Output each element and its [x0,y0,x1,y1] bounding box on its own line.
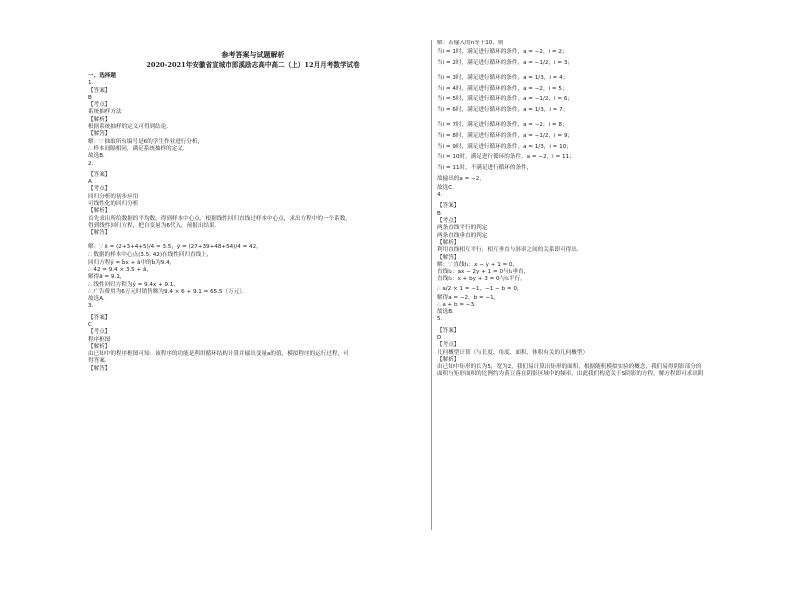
text-line: 回归分析的初步应用 [88,193,139,200]
text-line: 可线性化的回归分析 [88,201,139,208]
section-heading: 一、选择题 [88,73,116,79]
text-line: C [88,322,92,328]
text-line: 当i = 4时，满足进行循环的条件，a = −2，i = 5； [437,85,568,92]
text-line: ∴ 线性回归方程为ŷ = 9.4x + 9.1， [88,281,179,288]
text-line: 直线l₃：x + by + 3 = 0与l₁平行， [437,276,526,283]
text-line: 当i = 10时，满足进行循环的条件，a = −2，i = 11； [437,154,575,161]
text-line: 【考点】 [88,329,111,336]
text-line: 故选B． [437,309,458,316]
text-line: 【考点】 [88,186,111,193]
text-line: 几何概型计算（与长度、角度、面积、体积有关的几何概型） [437,349,589,356]
text-line: 利用直线相互平行、相互垂直与斜率之间的关系即可得出． [437,247,583,254]
text-line: 首先求出所给数据的平均数，得到样本中心点，根据线性回归直线过样本中心点，求出方程中的一个系数， [88,215,351,222]
text-line: 解：∵ 直线l₁：x − y + 1 = 0， [437,261,519,268]
formula-line: 解：∵ x̄ = (2+3+4+5)/4 = 3.5，ȳ = (27+39+48+54)/4 = 42， [88,243,262,250]
text-line: 故选C． [437,184,458,191]
text-line: 1. [88,80,94,87]
text-line: 解：∵ 抽取所有编号是6的学生作业进行分析， [88,138,204,145]
formula-line: ∴ a/2 × 1 = −1，−1 − b = 0， [437,285,523,292]
text-line: ∴ 42 = 9.4 × 3.5 + â， [88,266,152,273]
text-line: 【解答】 [88,131,111,138]
text-line: 3. [88,303,94,310]
column-divider [431,40,432,530]
text-line: ∴ 样本间隔相同，满足系统抽样的定义． [88,145,189,152]
text-line: 解得a = −2，b = −1， [437,294,500,301]
text-line: 【答案】 [88,171,111,178]
text-line: 直线l₂：ax − 2y + 1 = 0与l₁垂直， [437,269,530,276]
text-line: 当i = 7时，满足进行循环的条件，a = −2，i = 8； [437,122,568,129]
text-line: 由已知中的程序框图可知：该程序的功能是利用循环结构计算并输出变量a的值，模拟程序的运行过程，可 [88,351,349,358]
text-line: 【解析】 [88,208,111,215]
text-line: D [437,335,442,341]
text-line: B [437,210,441,217]
text-line: 2. [88,160,94,167]
text-line: 面积与矩形面积的比例约为黄豆落在阴影区域中的频率，由此我们构造关于S阴影的方程，解方程即可求出阴 [437,371,704,378]
text-line: 程序框图 [88,336,111,343]
text-line: 当i = 6时，满足进行循环的条件，a = 1/3，i = 7； [437,107,569,114]
text-line: B [88,94,92,101]
text-line: 【考点】 [437,218,460,225]
text-line: 当i = 2时，满足进行循环的条件，a = −1/2，i = 3； [437,60,573,67]
text-line: 【答案】 [437,203,460,210]
text-line: 由已知中矩形的长为5，宽为2，我们易计算出矩形的面积，根据随机模拟实验的概念，我们易得阴影部分的 [437,364,702,371]
text-line: 解：若输入的n等于10，则 [437,40,504,46]
text-line: 【考点】 [88,102,111,109]
document-title: 参考答案与试题解析 [221,50,285,59]
text-line: 当i = 11时，不满足进行循环的条件， [437,165,533,172]
text-line: 4. [437,192,443,199]
text-line: 解得â = 9.1， [88,274,126,281]
text-line: 【解答】 [88,365,111,372]
text-line: 【考点】 [437,342,460,349]
text-line: 两条直线平行的判定 [437,225,488,232]
text-line: 故选B． [88,153,109,160]
text-line: 故选A． [88,296,109,303]
text-line: 【解答】 [437,254,460,261]
text-line: 故输出的a = −2， [437,176,485,183]
document-subtitle: 2020-2021年安徽省宣城市郎溪励志高中高二（上）12月月考数学试卷 [146,61,360,69]
text-line: 【解析】 [437,239,460,246]
text-line: 5. [437,316,443,323]
text-line: ∴ 广告费用为6万元时销售额为9.4 × 6 + 9.1 = 65.5（万元）． [88,288,248,295]
text-line: 当i = 9时，满足进行循环的条件，a = 1/3，i = 10； [437,143,572,150]
text-line: 【答案】 [88,314,111,321]
text-line: 当i = 5时，满足进行循环的条件，a = −1/2，i = 6； [437,96,573,103]
text-line: 【解析】 [437,356,460,363]
text-line: 【解析】 [88,343,111,350]
right-column [437,40,777,602]
text-line: 根据系统抽样的定义可得到结论． [88,124,172,131]
text-line: 当i = 8时，满足进行循环的条件，a = −1/2，i = 9； [437,132,573,139]
text-line: 【答案】 [437,327,460,334]
left-column [88,50,418,612]
text-line: 【解答】 [88,230,111,237]
text-line: A [88,179,92,186]
text-line: 回归方程ŷ = b̂x + â中的b̂为9.4， [88,259,176,266]
text-line: 系统抽样方法 [88,109,122,116]
text-line: 两条直线垂直的判定 [437,232,488,239]
text-line: ∴ 数据的样本中心点(3.5, 42)在线性回归直线上， [88,252,213,259]
text-line: 当i = 1时，满足进行循环的条件，a = −2，i = 2； [437,49,568,56]
text-line: 当i = 3时，满足进行循环的条件，a = 1/3，i = 4； [437,74,569,81]
text-line: 【解析】 [88,116,111,123]
text-line: 得到线性回归方程，把自变量为6代入，预报出结果． [88,222,221,229]
text-line: 【答案】 [88,87,111,94]
text-line: 得答案． [88,358,111,365]
text-line: ∴ a + b = −3． [437,301,480,308]
